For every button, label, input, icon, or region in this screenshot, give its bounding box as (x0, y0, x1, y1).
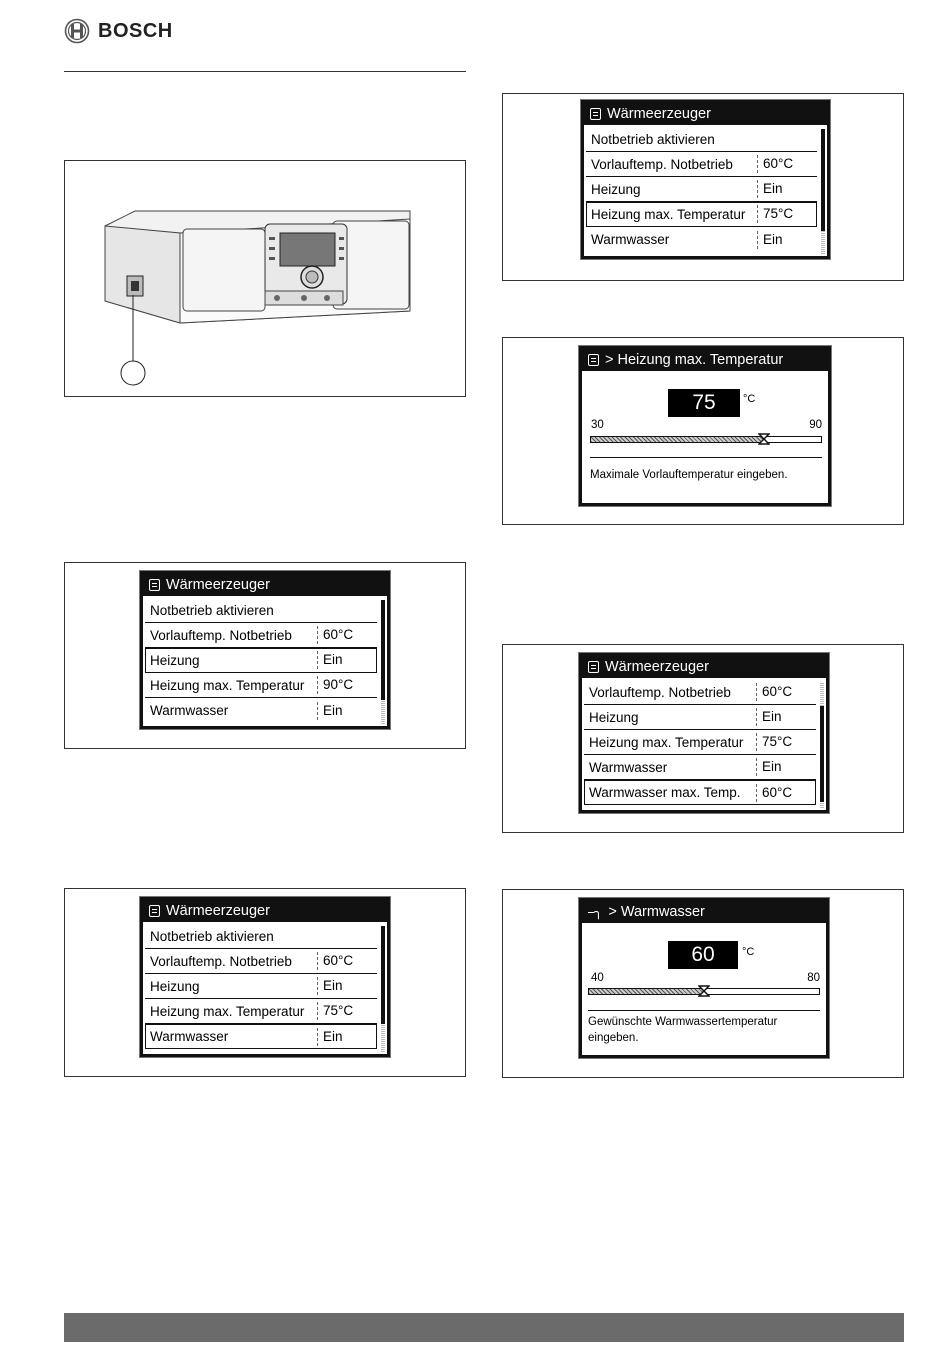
unit-label: °C (743, 393, 756, 405)
row-value: 75°C (317, 1002, 377, 1020)
menu-row[interactable] (584, 680, 816, 705)
divider (590, 457, 822, 458)
menu-list (145, 924, 377, 1052)
display-titlebar (582, 901, 826, 923)
display-titlebar (143, 900, 387, 922)
menu-row[interactable] (586, 127, 817, 152)
row-label: Notbetrieb aktivieren (150, 928, 274, 944)
row-label: Vorlauftemp. Notbetrieb (150, 627, 292, 643)
figure-list-1 (64, 562, 466, 749)
display-title: Wärmeerzeuger (166, 577, 270, 593)
row-label: Vorlauftemp. Notbetrieb (591, 156, 733, 172)
row-label: Vorlauftemp. Notbetrieb (150, 953, 292, 969)
menu-row-selected[interactable] (586, 202, 817, 227)
row-label: Notbetrieb aktivieren (150, 602, 274, 618)
row-value: 60°C (756, 784, 816, 802)
scrollbar-thumb[interactable] (821, 129, 825, 231)
menu-row[interactable] (584, 705, 816, 730)
display-titlebar (582, 656, 826, 678)
row-value: 75°C (757, 205, 817, 223)
menu-row[interactable] (145, 924, 377, 949)
scrollbar-thumb[interactable] (381, 600, 385, 700)
menu-list (586, 127, 817, 254)
menu-icon (588, 354, 599, 366)
figure-list-2 (64, 888, 466, 1077)
row-label: Warmwasser (591, 232, 670, 247)
display-titlebar (584, 103, 827, 125)
row-value: 60°C (317, 952, 377, 970)
slider-track[interactable] (588, 988, 820, 995)
slider-handle-icon[interactable] (758, 433, 770, 445)
row-value: Ein (756, 708, 816, 726)
menu-row[interactable] (145, 623, 377, 648)
display-list-2 (140, 897, 390, 1057)
menu-row[interactable] (145, 598, 377, 623)
row-label: Warmwasser (150, 703, 229, 718)
slider-track[interactable] (590, 436, 822, 443)
row-value: Ein (317, 651, 377, 669)
row-value: Ein (756, 758, 816, 776)
row-value: 60°C (757, 155, 817, 173)
display-title: Wärmeerzeuger (166, 903, 270, 919)
menu-row[interactable] (145, 698, 377, 723)
brand-name: BOSCH (98, 19, 173, 42)
row-label: Warmwasser max. Temp. (589, 785, 741, 800)
figure-list-4 (502, 644, 904, 833)
value-display[interactable]: 75 (668, 389, 740, 417)
water-tap-icon: ⎯╮ (588, 904, 603, 919)
slider-max-label: 90 (809, 419, 822, 431)
row-value: Ein (757, 231, 817, 249)
row-label: Heizung (150, 652, 200, 668)
display-list-4 (579, 653, 829, 813)
menu-row[interactable] (145, 974, 377, 999)
row-value: Ein (757, 180, 817, 198)
value-display[interactable]: 60 (668, 941, 738, 969)
display-slider-water (579, 898, 829, 1058)
menu-row[interactable] (586, 227, 817, 252)
menu-row[interactable] (145, 673, 377, 698)
display-title: > Heizung max. Temperatur (605, 352, 784, 368)
row-value: Ein (317, 702, 377, 720)
row-label: Heizung (589, 709, 639, 725)
menu-row[interactable] (586, 177, 817, 202)
slider-max-label: 80 (807, 972, 820, 984)
row-value: 75°C (756, 733, 816, 751)
display-list-3 (581, 100, 830, 259)
scrollbar-thumb[interactable] (381, 926, 385, 1024)
boiler-device-illustration (65, 161, 465, 396)
menu-row[interactable] (584, 730, 816, 755)
menu-row-selected[interactable] (145, 648, 377, 673)
display-titlebar (143, 574, 387, 596)
menu-row-selected[interactable] (584, 780, 816, 805)
bosch-logo (64, 16, 173, 46)
figure-device (64, 160, 466, 397)
hint-text: Gewünschte Warmwassertemperatur eingeben. (588, 1016, 778, 1044)
menu-icon (149, 579, 160, 591)
row-label: Heizung max. Temperatur (150, 677, 305, 693)
row-label: Warmwasser (150, 1029, 229, 1044)
display-titlebar (582, 349, 828, 371)
menu-icon (149, 905, 160, 917)
row-value: 90°C (317, 676, 377, 694)
figure-slider-heating (502, 337, 904, 525)
menu-list (145, 598, 377, 724)
figure-slider-water (502, 889, 904, 1078)
bosch-armature-icon (64, 18, 90, 44)
slider-fill (591, 437, 764, 442)
row-value: 60°C (756, 683, 816, 701)
display-title: Wärmeerzeuger (607, 106, 711, 122)
slider-min-label: 40 (591, 972, 604, 984)
row-label: Warmwasser (589, 759, 668, 775)
row-label: Heizung max. Temperatur (589, 734, 744, 750)
menu-row-selected[interactable] (145, 1024, 377, 1049)
footer-bar (64, 1313, 904, 1342)
menu-icon (588, 661, 599, 673)
menu-row[interactable] (145, 949, 377, 974)
slider-handle-icon[interactable] (698, 985, 710, 997)
menu-row[interactable] (584, 755, 816, 780)
header-rule (64, 71, 466, 72)
row-label: Heizung (150, 978, 200, 994)
row-value: Ein (317, 1028, 377, 1046)
figure-list-3 (502, 93, 904, 281)
row-label: Heizung max. Temperatur (150, 1003, 305, 1019)
row-label: Heizung max. Temperatur (591, 206, 746, 222)
row-label: Notbetrieb aktivieren (591, 131, 715, 147)
menu-list (584, 680, 816, 808)
slider-min-label: 30 (591, 419, 604, 431)
display-title: Wärmeerzeuger (605, 659, 709, 675)
unit-label: °C (742, 946, 755, 958)
row-value: Ein (317, 977, 377, 995)
row-label: Heizung (591, 181, 641, 197)
row-label: Vorlauftemp. Notbetrieb (589, 684, 731, 700)
display-slider-heating (579, 346, 831, 506)
display-list-1 (140, 571, 390, 729)
hint-text: Maximale Vorlauftemperatur eingeben. (590, 469, 788, 481)
menu-icon (590, 108, 601, 120)
slider-fill (589, 989, 704, 994)
menu-row[interactable] (145, 999, 377, 1024)
menu-row[interactable] (586, 152, 817, 177)
row-value: 60°C (317, 626, 377, 644)
scrollbar-thumb[interactable] (820, 706, 824, 802)
divider (588, 1010, 820, 1011)
display-title: > Warmwasser (608, 904, 705, 920)
